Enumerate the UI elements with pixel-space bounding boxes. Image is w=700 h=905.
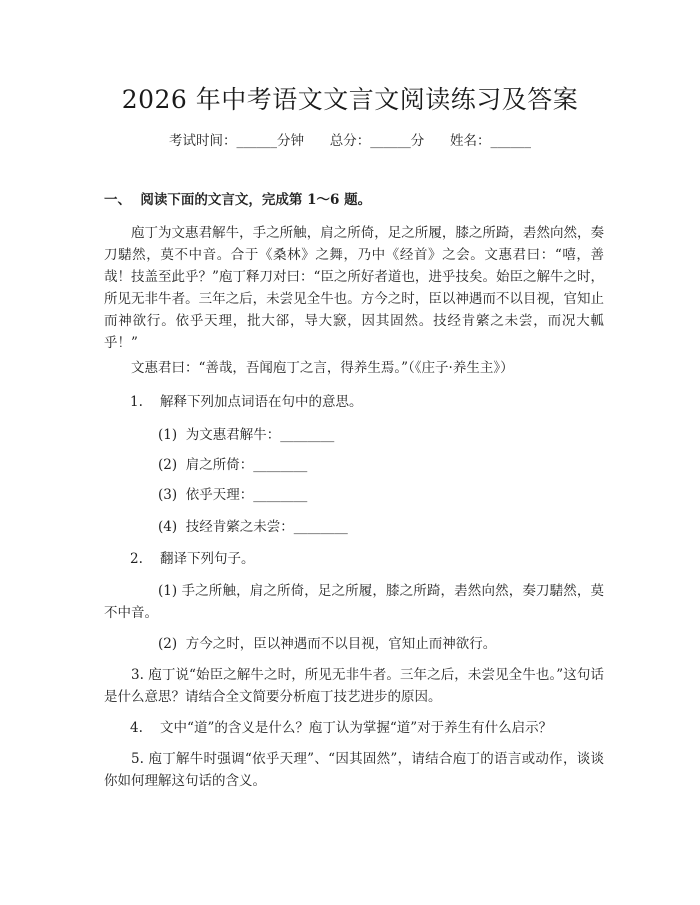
question-2-item-2: (2) 方今之时，臣以神遇而不以目视，官知止而神欲行。 [158,636,497,652]
question-1-item-1: (1) 为文惠君解牛：________ [158,427,335,443]
question-3: 3. 庖丁说“始臣之解牛之时，所见无非牛者。三年之后，未尝见全牛也。”这句话是什么意思？请结合全文简要分析庖丁技艺进步的原因。 [104,667,604,705]
question-1-item-2: (2) 肩之所倚：________ [158,457,308,473]
question-1-title: 1. 解释下列加点词语在句中的意思。 [130,394,363,410]
question-2-title: 2. 翻译下列句子。 [130,551,255,567]
question-5: 5. 庖丁解牛时强调“依乎天理”、“因其固然”，请结合庖丁的语言或动作，谈谈你如何理解这句话的含义。 [104,751,604,789]
exam-info-line: 考试时间：______分钟 总分：______分 姓名：______ [169,133,531,149]
question-4: 4. 文中“道”的含义是什么？庖丁认为掌握“道”对于养生有什么启示？ [130,720,553,736]
section-heading: 一、 阅读下面的文言文，完成第 1～6 题。 [104,192,372,208]
document-title: 2026 年中考语文文言文阅读练习及答案 [121,85,579,114]
passage-paragraph-1: 庖丁为文惠君解牛，手之所触，肩之所倚，足之所履，膝之所踦，砉然向然，奏刀騞然，莫不中音。合于《桑林》之舞，乃中《经首》之会。文惠君曰：“嘻，善哉！技盖至此乎？”庖丁释刀对曰：“臣之所好者道也，进乎技矣。始臣之解牛之时，所见无非牛者。三年之后，未尝见全牛也。方今之时，臣以神遇而不以目视，官知止而神欲行。依乎天理，批大郤，导大窾，因其固然。技经肯綮之未尝，而况大軱乎！” [104,225,604,351]
question-2-item-1: (1) 手之所触，肩之所倚，足之所履，膝之所踦，砉然向然，奏刀騞然，莫不中音。 [104,583,604,621]
passage-paragraph-2: 文惠君曰：“善哉，吾闻庖丁之言，得养生焉。”（《庄子·养生主》） [131,360,514,376]
question-1-item-4: (4) 技经肯綮之未尝：________ [158,519,348,535]
question-1-item-3: (3) 依乎天理：________ [158,487,308,503]
